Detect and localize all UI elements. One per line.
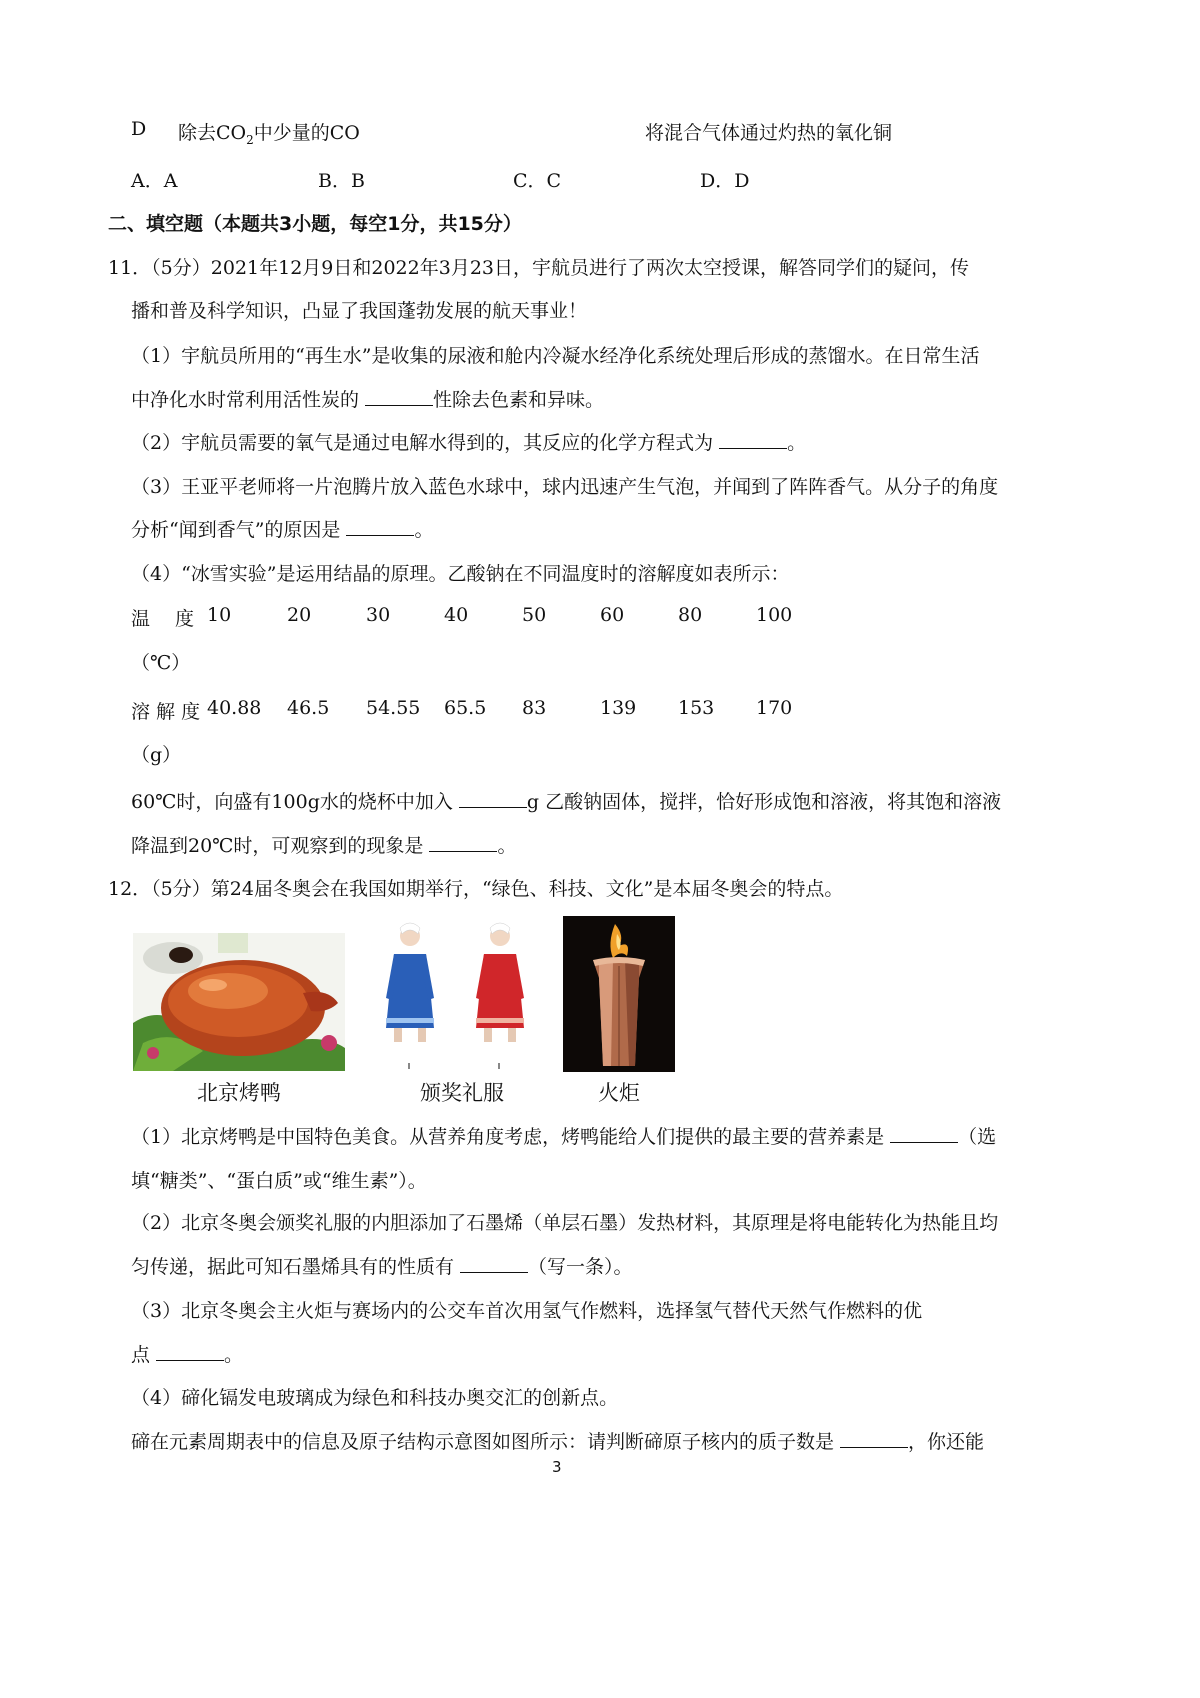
award-dress-icon	[372, 918, 552, 1073]
peking-duck-image	[133, 933, 345, 1071]
table-temp: 40	[444, 604, 469, 626]
q11-intro-line1: 11．（5分）2021年12月9日和2022年3月23日，宇航员进行了两次太空授课，解答同学们的疑问，传	[108, 257, 970, 279]
table-solubility: 139	[600, 697, 637, 719]
option-b: B．B	[318, 170, 365, 192]
q12-p3-line2: 点 。	[131, 1344, 244, 1366]
q11-p1-line1: （1）宇航员所用的“再生水”是收集的尿液和舱内冷凝水经净化系统处理后形成的蒸馏水。在日常生活	[131, 345, 980, 367]
q12-p1-line2: 填“糖类”、“蛋白质”或“维生素”）。	[131, 1170, 427, 1192]
table-temp: 80	[678, 604, 703, 626]
table-row1-unit: （℃）	[131, 652, 191, 674]
q12-p1-line1: （1）北京烤鸭是中国特色美食。从营养角度考虑，烤鸭能给人们提供的最主要的营养素是 （选	[131, 1126, 997, 1148]
answer-blank	[156, 1342, 224, 1361]
q11-last-line2: 降温到20℃时，可观察到的现象是 。	[131, 835, 517, 857]
page-number: 3	[552, 1458, 562, 1476]
section-title: 二、填空题（本题共3小题，每空1分，共15分）	[108, 213, 522, 235]
answer-blank	[840, 1429, 908, 1448]
table-temp: 30	[366, 604, 391, 626]
answer-blank	[365, 387, 433, 406]
torch-icon	[563, 916, 675, 1072]
q11-p4: （4）“冰雪实验”是运用结晶的原理。乙酸钠在不同温度时的溶解度如表所示：	[131, 563, 790, 585]
q12-p2-line2: 匀传递，据此可知石墨烯具有的性质有 （写一条）。	[131, 1256, 633, 1278]
row-d-task: 除去$CO_2$中少量的CO	[178, 122, 360, 147]
caption-peking-duck: 北京烤鸭	[197, 1081, 281, 1105]
table-solubility: 83	[522, 697, 547, 719]
table-temp: 100	[756, 604, 793, 626]
caption-torch: 火炬	[598, 1081, 640, 1105]
answer-blank	[459, 789, 527, 808]
q12-p2-line1: （2）北京冬奥会颁奖礼服的内胆添加了石墨烯（单层石墨）发热材料，其原理是将电能转化为热能且均	[131, 1212, 999, 1234]
q11-p2: （2）宇航员需要的氧气是通过电解水得到的，其反应的化学方程式为 。	[131, 432, 807, 454]
q12-p4: （4）碲化镉发电玻璃成为绿色和科技办奥交汇的创新点。	[131, 1387, 619, 1409]
table-row1-label: 温 度	[131, 608, 195, 630]
table-solubility: 54.55	[366, 697, 421, 719]
q12-intro: 12．（5分）第24届冬奥会在我国如期举行，“绿色、科技、文化”是本届冬奥会的特点。	[108, 878, 844, 900]
table-solubility: 46.5	[287, 697, 330, 719]
answer-blank	[719, 430, 787, 449]
table-solubility: 170	[756, 697, 793, 719]
torch-image	[563, 916, 675, 1072]
answer-blank	[890, 1124, 958, 1143]
table-solubility: 65.5	[444, 697, 487, 719]
q11-p1-line2: 中净化水时常利用活性炭的 性除去色素和异味。	[131, 389, 605, 411]
q11-p3-line1: （3）王亚平老师将一片泡腾片放入蓝色水球中，球内迅速产生气泡，并闻到了阵阵香气。从分子的角度	[131, 476, 999, 498]
table-solubility: 153	[678, 697, 715, 719]
table-solubility: 40.88	[207, 697, 262, 719]
answer-blank	[460, 1254, 528, 1273]
answer-blank	[429, 833, 497, 852]
table-row2-unit: （g）	[131, 744, 182, 766]
q11-last-line1: 60℃时，向盛有100g水的烧杯中加入 g 乙酸钠固体，搅拌，恰好形成饱和溶液，将其饱和溶液	[131, 791, 1002, 813]
option-c: C．C	[513, 170, 562, 192]
q12-p3-line1: （3）北京冬奥会主火炬与赛场内的公交车首次用氢气作燃料，选择氢气替代天然气作燃料的优	[131, 1300, 923, 1322]
option-d: D．D	[700, 170, 750, 192]
table-temp: 10	[207, 604, 232, 626]
q11-p3-line2: 分析“闻到香气”的原因是 。	[131, 519, 434, 541]
table-temp: 60	[600, 604, 625, 626]
caption-award-dress: 颁奖礼服	[420, 1081, 504, 1105]
table-temp: 20	[287, 604, 312, 626]
row-d-method: 将混合气体通过灼热的氧化铜	[645, 122, 893, 144]
option-a: A．A	[131, 170, 178, 192]
table-temp: 50	[522, 604, 547, 626]
answer-blank	[346, 517, 414, 536]
table-row2-label: 溶 解 度	[131, 701, 201, 723]
award-dress-image	[372, 918, 552, 1073]
row-d-letter: D	[131, 118, 147, 140]
peking-duck-icon	[133, 933, 345, 1071]
q12-p5: 碲在元素周期表中的信息及原子结构示意图如图所示：请判断碲原子核内的质子数是 ，你还能	[131, 1431, 985, 1453]
q11-intro-line2: 播和普及科学知识，凸显了我国蓬勃发展的航天事业！	[131, 300, 588, 322]
